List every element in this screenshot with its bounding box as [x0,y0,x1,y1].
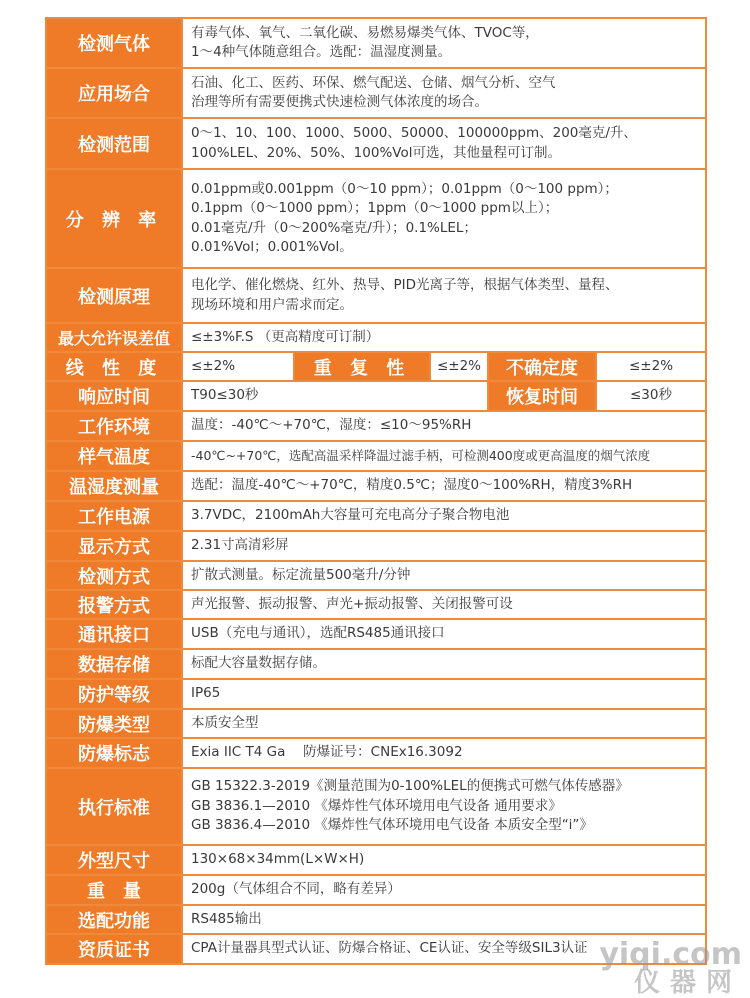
value-line: 0.01%Vol；0.001%Vol。 [191,239,353,255]
value-line: 0.1ppm（0～1000 ppm）；1ppm（0～1000 ppm以上）； [191,200,559,216]
table-row [46,845,706,875]
value-line: 声光报警、振动报警、声光+振动报警、关闭报警可设 [191,595,513,612]
table-row [46,709,706,738]
value-line: 3.7VDC，2100mAh大容量可充电高分子聚合物电池 [191,507,510,524]
value-line: 有毒气体、氧气、二氧化碳、易燃易爆类气体、TVOC等， [191,24,539,41]
row-value: T90≤30秒 [182,381,488,411]
value-line: 电化学、催化燃烧、红外、热导、PID光离子等，根据气体类型、量程、 [191,277,619,293]
row-label: 重 复 性 [294,352,430,381]
value-line: 200g（气体组合不同，略有差异） [191,881,401,898]
table-row [46,679,706,709]
row-value [182,323,706,352]
row-label: 最大允许误差值 [46,323,182,352]
value-line: Exia IIC T4 Ga 防爆证号：CNEx16.3092 [191,744,463,761]
watermark-brand: 仪器网 [633,968,742,998]
row-value [182,118,706,169]
value-line: 0.01毫克/升（0～200%毫克/升）；0.1%LEL； [191,219,477,236]
row-value [182,738,706,768]
row-label: 检测方式 [46,561,182,590]
table-row [46,768,706,845]
value-line: 温度：-40℃～+70℃，湿度：≤10～95%RH [191,417,472,434]
row-value [182,18,706,68]
table-row [46,471,706,501]
table-row [46,561,706,590]
table-row [46,875,706,905]
row-value [182,268,706,323]
value-line: IP65 [191,685,221,702]
table-row [46,649,706,679]
value-line: 治理等所有需要便携式快速检测气体浓度的场合。 [191,94,488,110]
table-row [46,18,706,68]
value-line: USB（充电与通讯），选配RS485通讯接口 [191,625,445,642]
row-value: ≤30秒 [596,381,706,411]
value-line: CPA计量器具型式认证、防爆合格证、CE认证、安全等级SIL3认证 [191,940,588,957]
row-value [182,845,706,875]
table-row [46,905,706,934]
table-row [46,738,706,768]
row-label: 检测原理 [46,268,182,323]
value-line: GB 15322.3-2019《测量范围为0-100%LEL的便携式可燃气体传感器》 [191,778,629,795]
row-label: 检测范围 [46,118,182,169]
row-label: 工作环境 [46,411,182,441]
table-row [46,352,706,381]
table-row [46,381,706,411]
row-label: 通讯接口 [46,619,182,649]
row-value [182,169,706,268]
value-line: 标配大容量数据存储。 [191,655,326,672]
row-value [182,471,706,501]
value-line: 130×68×34mm(L×W×H) [191,851,365,868]
row-value [182,679,706,709]
row-value [182,68,706,118]
table-row [46,118,706,169]
value-line: 0.01ppm或0.001ppm（0～10 ppm）；0.01ppm（0～100 ppm）； [191,180,618,197]
row-label: 数据存储 [46,649,182,679]
value-line: GB 3836.1—2010 《爆炸性气体环境用电气设备 通用要求》 [191,797,562,814]
value-line: 石油、化工、医药、环保、燃气配送、仓储、烟气分析、空气 [191,74,556,91]
value-line: 选配：温度-40℃～+70℃，精度0.5℃；湿度0～100%RH，精度3%RH [191,477,633,494]
row-label: 报警方式 [46,590,182,619]
watermark-domain: yiqi.com [599,937,742,972]
row-label: 工作电源 [46,501,182,531]
row-label: 检测气体 [46,18,182,68]
row-value [182,531,706,561]
value-line: 1～4种气体随意组合。选配：温湿度测量。 [191,44,452,60]
table-row [46,169,706,268]
value-line: 100%LEL、20%、50%、100%Vol可选，其他量程可订制。 [191,144,561,161]
row-value: ≤±2% [430,352,488,381]
row-value [182,875,706,905]
row-label: 分 辨 率 [46,169,182,268]
row-label: 线 性 度 [46,352,182,381]
watermark [599,937,742,998]
table-row [46,323,706,352]
row-label: 响应时间 [46,381,182,411]
row-label: 防爆类型 [46,709,182,738]
value-line: 本质安全型 [191,714,259,731]
row-value: ≤±2% [596,352,706,381]
row-label: 选配功能 [46,905,182,934]
row-label: 执行标准 [46,768,182,845]
value-line: 现场环境和用户需求而定。 [191,296,353,313]
table-row [46,411,706,441]
row-value [182,709,706,738]
row-label: 资质证书 [46,934,182,964]
value-line: GB 3836.4—2010 《爆炸性气体环境用电气设备 本质安全型“i”》 [191,817,593,834]
row-label: 不确定度 [488,352,596,381]
value-line: RS485输出 [191,910,262,927]
row-value [182,590,706,619]
row-value [182,649,706,679]
row-value [182,441,706,471]
row-label: 恢复时间 [488,381,596,411]
row-label: 外型尺寸 [46,845,182,875]
value-line: 0～1、10、100、1000、5000、50000、100000ppm、200毫克/升、 [191,125,637,141]
value-line: 扩散式测量。标定流量500毫升/分钟 [191,566,411,583]
spec-table [45,17,707,965]
row-label: 防爆标志 [46,738,182,768]
row-label: 应用场合 [46,68,182,118]
row-value [182,411,706,441]
row-label: 重 量 [46,875,182,905]
table-row [46,590,706,619]
table-row [46,441,706,471]
row-label: 样气温度 [46,441,182,471]
row-label: 显示方式 [46,531,182,561]
table-row [46,501,706,531]
row-value [182,768,706,845]
table-row [46,68,706,118]
row-label: 温湿度测量 [46,471,182,501]
table-row [46,619,706,649]
row-value [182,561,706,590]
table-row [46,268,706,323]
row-label: 防护等级 [46,679,182,709]
row-value [182,905,706,934]
value-line: ≤±3%F.S （更高精度可订制） [191,328,380,345]
value-line: -40℃~+70℃，选配高温采样降温过滤手柄，可检测400度或更高温度的烟气浓度 [191,448,651,464]
row-value: ≤±2% [182,352,294,381]
row-value [182,619,706,649]
row-value [182,501,706,531]
value-line: 2.31寸高清彩屏 [191,537,289,554]
table-row [46,531,706,561]
